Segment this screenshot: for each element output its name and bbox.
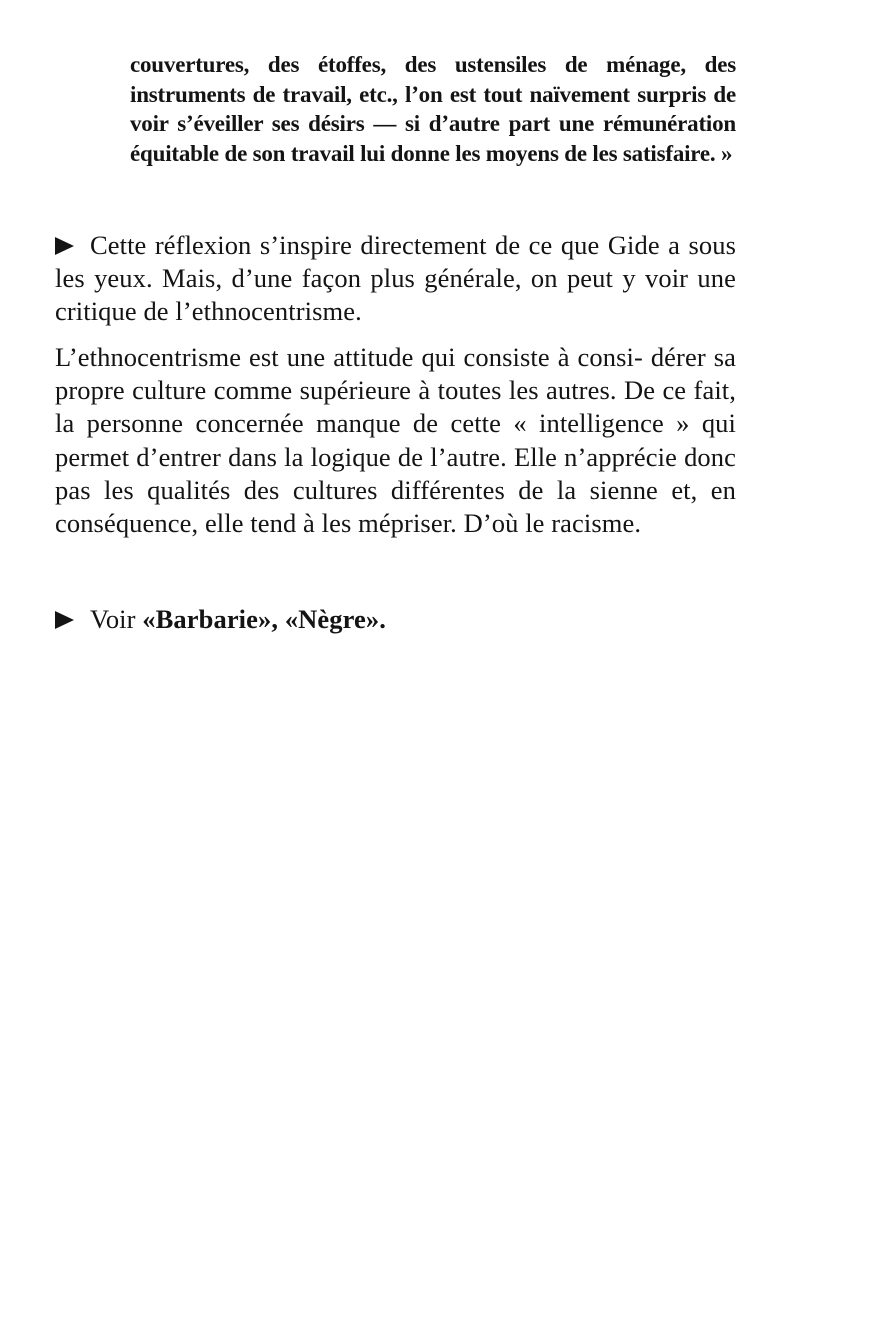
pointer-arrow-icon: [55, 237, 74, 255]
quote-block: [130, 50, 736, 168]
definition-paragraph: [55, 341, 736, 540]
pointer-arrow-icon: [55, 611, 74, 629]
definition-line: cette « intelligence » qui permet d’entrer dans la logique: [55, 408, 736, 472]
see-also-label: Voir: [90, 604, 136, 634]
commentary-paragraph: [55, 229, 736, 329]
reference-separator: ,: [271, 604, 285, 634]
definition-line: de l’autre. Elle n’apprécie donc pas les qualités des: [55, 441, 736, 505]
cross-reference-barbarie[interactable]: «Barbarie»: [142, 604, 272, 634]
commentary-line: peut y voir une critique de l’ethnocentrisme.: [55, 263, 736, 327]
cross-reference-negre[interactable]: «Nègre»: [284, 604, 380, 634]
quote-line: une rémunération équitable de son travail lui donne les: [130, 111, 736, 166]
definition-line: cultures différentes de la sienne et, en conséquence,: [55, 474, 736, 539]
commentary-line: a sous les yeux. Mais, d’une façon plus générale, on: [55, 230, 736, 294]
definition-line: elle tend à les mépriser. D’où le racisme.: [204, 508, 642, 539]
definition-line: L’ethnocentrisme est une attitude qui consiste à consi-: [55, 342, 643, 372]
quote-line: instruments de travail, etc., l’on est tout naïvement: [130, 81, 630, 107]
quote-line: surpris de voir s’éveiller ses désirs — si d’autre part: [130, 81, 736, 137]
quote-line: couvertures, des étoffes, des ustensiles de ménage, des: [130, 52, 736, 77]
quote-line: moyens de les satisfaire. »: [485, 140, 733, 166]
see-also-line: [55, 603, 736, 636]
definition-line: autres. De ce fait, la personne concernée manque de: [55, 375, 736, 439]
commentary-line: Cette réflexion s’inspire directement de ce que Gide: [90, 230, 660, 260]
definition-line: dérer sa propre culture comme supérieure à toutes les: [55, 342, 736, 406]
see-also-end-punctuation: .: [379, 604, 386, 634]
